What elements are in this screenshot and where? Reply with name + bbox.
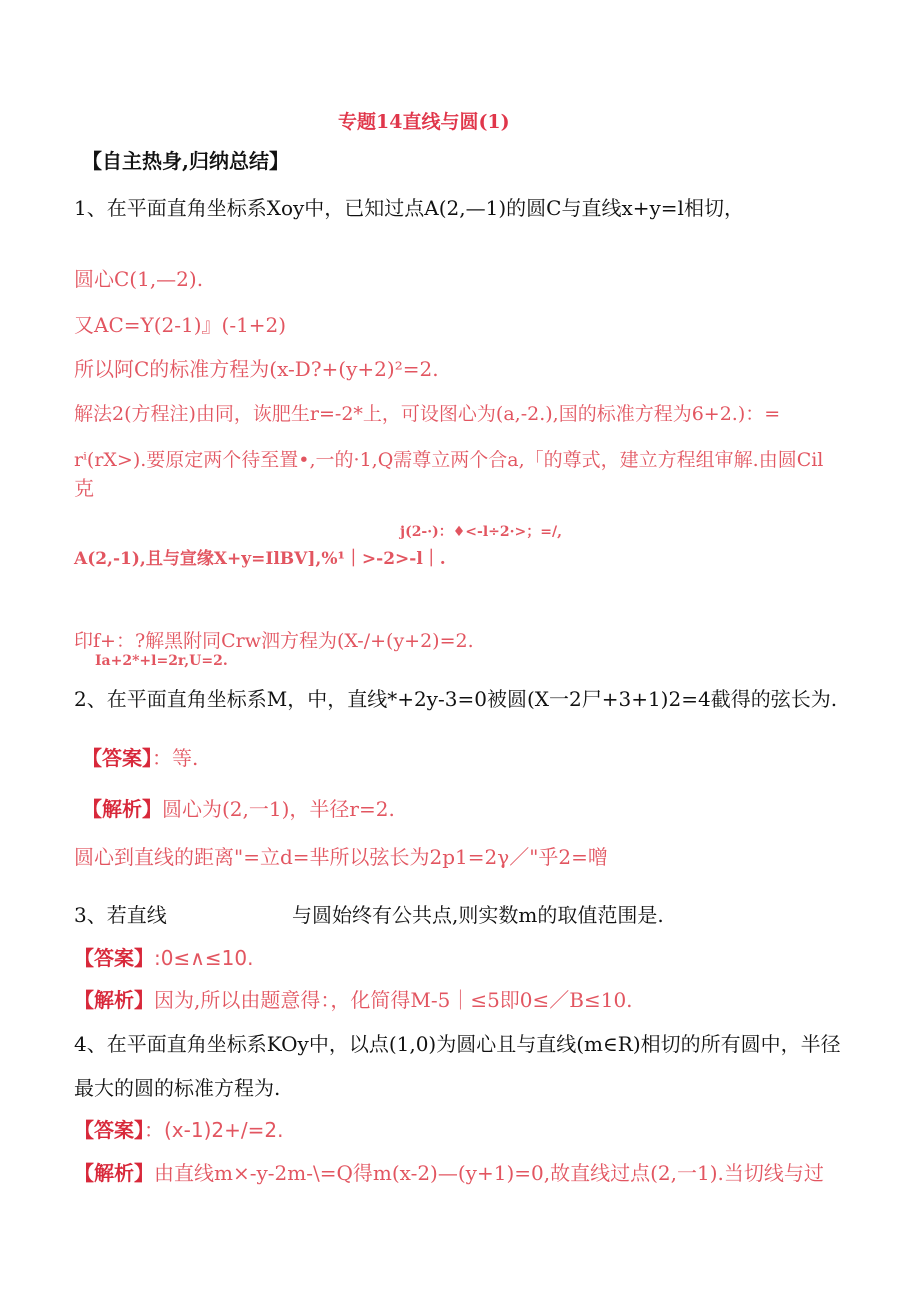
analysis-text: 圆心为(2,一1)，半径r=2. bbox=[162, 797, 395, 821]
q2-answer bbox=[82, 747, 198, 770]
q2-analysis bbox=[82, 798, 395, 821]
analysis-text: 因为,所以由题意得：，化简得M-5｜≤5即0≤／B≤10. bbox=[154, 988, 633, 1012]
analysis-label: 【解析】 bbox=[82, 797, 162, 821]
q1-solution-line-1: 圆心C(1,—2). bbox=[74, 267, 204, 291]
q1-solution-line-7a: j(2-·)：♦<-l÷2·>；=/, bbox=[400, 524, 562, 540]
page-title: 专题14直线与圆(1) bbox=[338, 111, 510, 133]
question-3-part-b: 与圆始终有公共点,则实数m的取值范围是. bbox=[292, 903, 664, 927]
answer-text: ：等. bbox=[152, 746, 199, 770]
q1-solution-line-5: rⁱ(rX>).要原定两个待至置•,一的·1,Q需尊立两个合a,「的尊式，建立方程组审解.由圆Cil bbox=[74, 449, 824, 471]
analysis-label: 【解析】 bbox=[74, 1161, 154, 1185]
q2-analysis-line-2: 圆心到直线的距离"=立d=芈所以弦长为2p1=2γ／"乎2=噌 bbox=[74, 845, 608, 869]
q3-analysis bbox=[74, 989, 633, 1012]
question-3-part-a: 3、若直线 bbox=[74, 903, 167, 927]
analysis-text: 由直线m×-y-2m-\=Q得m(x-2)—(y+1)=0,故直线过点(2,一1).当切线与过 bbox=[154, 1161, 824, 1185]
analysis-label: 【解析】 bbox=[74, 988, 154, 1012]
question-2: 2、在平面直角坐标系M，中，直线*+2y-3=0被圆(X一2尸+3+1)2=4截得的弦长为. bbox=[74, 687, 838, 711]
answer-text: :0≤∧≤10. bbox=[154, 946, 254, 970]
answer-text: ：(x-1)2+/=2. bbox=[144, 1118, 284, 1142]
q1-solution-line-2: 又AC=Y(2-1)』(-1+2) bbox=[74, 313, 287, 337]
q3-answer bbox=[74, 947, 253, 970]
answer-label: 【答案】 bbox=[82, 746, 152, 770]
question-4-line-1: 4、在平面直角坐标系KOy中，以点(1,0)为圆心且与直线(m∈R)相切的所有圆中，半径 bbox=[74, 1032, 841, 1056]
q4-analysis bbox=[74, 1162, 824, 1185]
question-4-line-2: 最大的圆的标准方程为. bbox=[74, 1076, 281, 1100]
q1-solution-line-6: 克 bbox=[74, 476, 94, 500]
q1-solution-line-8: 印f+：?解黑附同Crw泗方程为(X-/+(y+2)=2. bbox=[74, 630, 474, 652]
answer-label: 【答案】 bbox=[74, 1118, 144, 1142]
q1-solution-line-7b: A(2,-1),且与宣缘X+y=IlBV],%¹｜>-2>-l｜. bbox=[74, 549, 446, 569]
question-1: 1、在平面直角坐标系Xoy中，已知过点A(2,—1)的圆C与直线x+y=l相切， bbox=[74, 196, 744, 220]
section-heading: 【自主热身,归纳总结】 bbox=[82, 149, 289, 173]
q1-solution-line-9: Ia+2*+l=2r,U=2. bbox=[95, 653, 228, 669]
q4-answer bbox=[74, 1119, 283, 1142]
answer-label: 【答案】 bbox=[74, 946, 154, 970]
q1-solution-line-3: 所以阿C的标准方程为(x-D?+(y+2)²=2. bbox=[74, 357, 439, 381]
q1-solution-line-4: 解法2(方程注)由同，诙肥生r=-2*上，可设图心为(a,-2.),国的标准方程为6+2.)：= bbox=[74, 403, 781, 425]
